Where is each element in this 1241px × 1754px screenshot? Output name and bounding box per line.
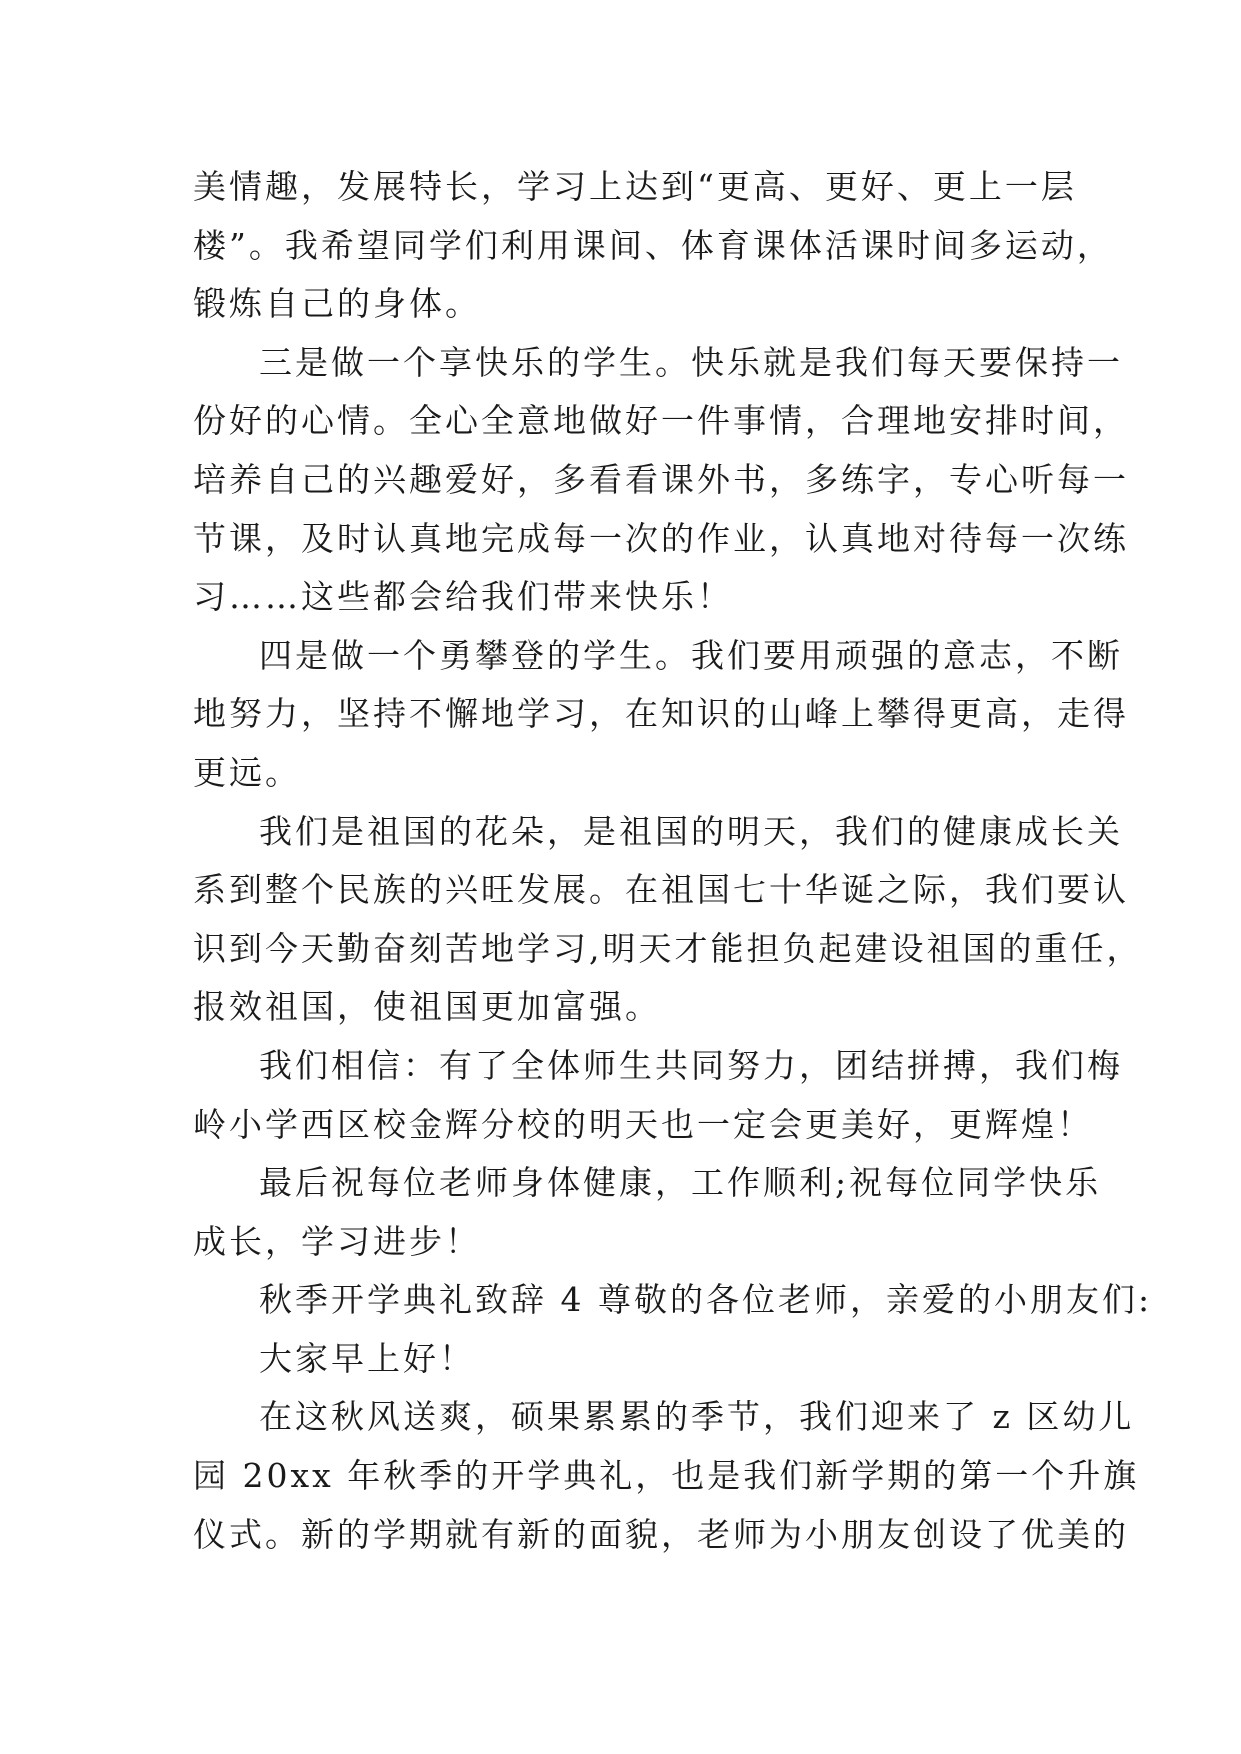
text-line: 大家早上好！ bbox=[259, 1338, 475, 1378]
text-line: 培养自己的兴趣爱好，多看看课外书，多练字，专心听每一 bbox=[193, 459, 1129, 499]
text-line: 成长，学习进步！ bbox=[193, 1221, 481, 1261]
text-line: 楼”。我希望同学们利用课间、体育课体活课时间多运动， bbox=[193, 225, 1113, 265]
text-line: 秋季开学典礼致辞 4 尊敬的各位老师，亲爱的小朋友们: bbox=[259, 1280, 1153, 1320]
text-line: 识到今天勤奋刻苦地学习,明天才能担负起建设祖国的重任， bbox=[193, 928, 1143, 968]
text-line: 地努力，坚持不懈地学习，在知识的山峰上攀得更高，走得 bbox=[193, 694, 1129, 734]
text-line: 报效祖国，使祖国更加富强。 bbox=[193, 987, 661, 1027]
text-line: 习……这些都会给我们带来快乐！ bbox=[193, 577, 733, 617]
text-line: 我们相信：有了全体师生共同努力，团结拼搏，我们梅 bbox=[259, 1045, 1123, 1085]
text-line: 锻炼自己的身体。 bbox=[193, 284, 481, 324]
text-line: 份好的心情。全心全意地做好一件事情，合理地安排时间， bbox=[193, 401, 1129, 441]
text-line: 更远。 bbox=[193, 752, 301, 792]
text-line: 三是做一个享快乐的学生。快乐就是我们每天要保持一 bbox=[259, 342, 1123, 382]
text-line: 在这秋风送爽，硕果累累的季节，我们迎来了 z 区幼儿 bbox=[259, 1397, 1135, 1437]
text-line: 岭小学西区校金辉分校的明天也一定会更美好，更辉煌！ bbox=[193, 1104, 1093, 1144]
text-line: 最后祝每位老师身体健康，工作顺利;祝每位同学快乐 bbox=[259, 1163, 1102, 1203]
text-line: 美情趣，发展特长，学习上达到“更高、更好、更上一层 bbox=[193, 167, 1077, 206]
text-line: 仪式。新的学期就有新的面貌，老师为小朋友创设了优美的 bbox=[193, 1514, 1129, 1554]
document-body bbox=[193, 158, 1153, 1564]
text-line: 我们是祖国的花朵，是祖国的明天，我们的健康成长关 bbox=[259, 811, 1123, 851]
text-line: 四是做一个勇攀登的学生。我们要用顽强的意志，不断 bbox=[259, 635, 1123, 675]
text-line: 节课，及时认真地完成每一次的作业，认真地对待每一次练 bbox=[193, 518, 1129, 558]
text-line: 园 20xx 年秋季的开学典礼，也是我们新学期的第一个升旗 bbox=[193, 1456, 1140, 1496]
text-line: 系到整个民族的兴旺发展。在祖国七十华诞之际，我们要认 bbox=[193, 870, 1129, 910]
